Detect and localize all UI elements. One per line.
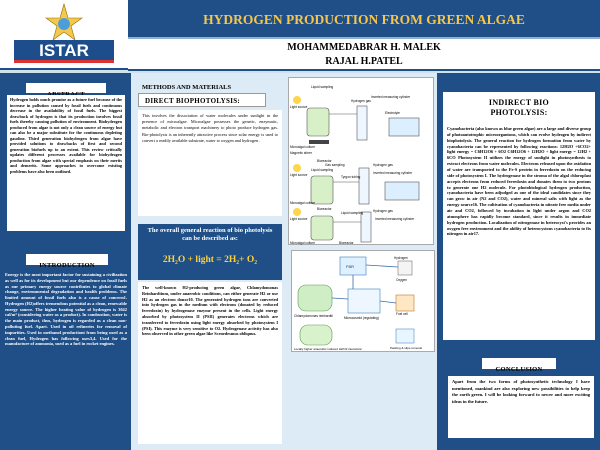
fig2-label-2: Microcosmid (regulating) xyxy=(344,316,379,320)
fig1-label-13: Inverted measuring cylinder xyxy=(373,171,413,175)
author-1: MOHAMMEDABRAR H. MALEK xyxy=(287,42,441,53)
fig1-label-18: Hydrogen gas xyxy=(373,209,393,213)
fig1-label-3: Electrolyte xyxy=(385,111,400,115)
methods-heading: METHODS AND MATERIALS xyxy=(142,84,232,91)
reaction-lead: The overall general reaction of bio photolysis can be described as: xyxy=(147,227,273,243)
fig2-label-3: Locally higher anaerobic induced H2/O2 interaction xyxy=(294,347,363,351)
introduction-heading: INTRODUCTION xyxy=(39,262,95,269)
indirect-box xyxy=(443,92,595,340)
fig2-label-7: Packing & slipe removal xyxy=(390,346,423,350)
fig1-label-11: Hydrogen gas xyxy=(373,163,393,167)
author-band xyxy=(128,39,600,71)
author-2: RAJAL H.PATEL xyxy=(325,56,403,67)
fig1-label-12: Microalgal culture xyxy=(290,201,315,205)
methods-subtitle: DIRECT BIOPHOTOLYSIS: xyxy=(145,97,241,105)
fig1-label-19: Microalgal culture xyxy=(290,241,315,245)
methods-body: This involves the dissociation of water molecules under sunlight in the presence of microalgae. Microalgae possesses the genetic, enzymatic, metabolic and electron transport machinery to photo produce hydrogen gas. Bio-photolysis is an inherently attractive process since solar energy is used to convert a readily available substrate, water to oxygen and hydrogen . xyxy=(138,110,282,216)
poster-title: HYDROGEN PRODUCTION FROM GREEN ALGAE xyxy=(203,12,525,27)
fig1-label-1: Light source xyxy=(290,105,308,109)
fig2-label-5: Fuel cell xyxy=(396,312,408,316)
fig1-label-4: Microalgal culture xyxy=(290,145,315,149)
conclusion-body: Apart from the two forms of photosynthetic technology I have mentioned, mankind are also exploring new possibilities to help keep the earth green. I will be looking forward to newer and more exciting ideas in the future. xyxy=(448,376,594,438)
fig1-label-0: Liquid sampling xyxy=(311,85,334,89)
fig2-label-0: FBR xyxy=(346,264,354,269)
fig2-label-1: Chlamydomonas reinhardtii xyxy=(294,314,333,318)
fig1-label-16: Liquid sampling xyxy=(341,211,364,215)
fig1-label-15: Bioreactor xyxy=(317,207,332,211)
fig1-label-10: Light source xyxy=(290,173,308,177)
fig1-label-7: Bioreactor xyxy=(317,159,332,163)
fig1-label-20: Inverted measuring cylinder xyxy=(375,217,415,221)
logo-text: ISTAR xyxy=(39,41,89,60)
fig1-label-14: Tyrgon tubing xyxy=(341,175,361,179)
introduction-body: Energy is the most important factor for sustaining a civilization as well as for its development but our dependence on fossil fuels as our primary energy source contributes to global climate change, environmental degradation and health problems. The limited amount of fossil fuels also is a cause of concern1. Hydrogen (H2)offers tremendous potential as a clean, renewable energy source. The higher heating value of hydrogen is 3042 cal/m³ (considering water as a product). In combustion, water is the main product, thus, hydrogen is regarded as a clean non-polluting fuel. Apart. Used in oil refineries for removal of impurities. Used in methanol productiont from being used as a clean fuel, Hydrogen has following uses3,4. Used for the manufacture of ammonia, used as a fuel in rocket engines. xyxy=(5,272,127,347)
fig1-label-17: Light source xyxy=(290,217,308,221)
fig1-label-5: Magnetic stirrer xyxy=(290,151,312,155)
fig1-label-8: Gas sampling xyxy=(325,163,345,167)
bioreactor-diagram-icon xyxy=(289,78,435,246)
fig1-label-2: Hydrogen gas xyxy=(351,99,371,103)
reaction-equation: 2H₂O + light = 2H₂+ O₂ xyxy=(162,255,258,265)
indirect-heading: INDIRECT BIO PHOTOLYSIS: xyxy=(488,98,550,117)
logo-panel xyxy=(0,0,128,70)
reaction-body: The well-known H2-producing green algae, Chlamydomonas Reinhardtium, under anaerobic conditions, can either generate H2 or use H2 as an electron donor10. The generated hydrogen ions are converted into hydrogen gas in the medium with electrons (donated by reduced ferredoxin) by hydrogenase enzyme present in the cells. Light energy absorbed by photosystem II (PSII) generates electrons which are transferred to ferredoxin using light energy absorbed by photosystem I (PSI). This enzyme is very sensitive to O2. Hydrogenase activity has also been observed in other green algae like Scenedesmus obliquus. xyxy=(138,282,282,444)
fig2-label-6: Oxygen xyxy=(396,278,407,282)
figure-1 xyxy=(288,77,434,245)
introduction-heading-box xyxy=(26,254,108,269)
abstract-heading-box xyxy=(26,83,106,93)
fig1-label-21: Bioreactor xyxy=(339,241,354,245)
fig2-label-4: Hydrogen xyxy=(394,256,408,260)
istar-logo-icon xyxy=(0,0,128,68)
reaction-box xyxy=(138,224,282,280)
indirect-body: Cyanobacteria (also known as blue green algae) are a large and diverse group of photoautotrophic microorganisms, which can evolve hydrogen by indirect biophotolysis. The general reaction for hydrogen formation from water by cyanobacteria can be represented by following reactions: 12H2O +6CO2+ light energy = C6H12O6 + 6O2 C6H12O6 + 12H2O + light energy = 12H2 + 6CO Photosystem II utilizes the energy of sunlight in photosynthesis to extract electrons from water molecules. Electrons released upon the oxidation of water are transported to the Fe-S protein in ferredoxin on the reducing side of photosystem I. The hydrogenase in the stroma of the algal chloroplast accepts electrons from reduced ferredoxin and donates them to two protons to generate one H2 molecule. For photobiological hydrogen production, cyanobacteria have been adjudged as one of the ideal candidates since they can grow in air (N2 and CO2), water and mineral salts with light as the energy source16. The cultivation of cyanobacteria in nitrate free media under air and CO2, followed by incubation in light under argon and CO2 atmosphere has rapidly become standard, since it results in immediate hydrogen production. Localization of nitrogenase in heterocyst's provides an oxygen free environment and the ability of heterocystous cyanobacteria to fix nitrogen in air17. xyxy=(447,126,591,237)
fig1-label-9: Liquid sampling xyxy=(311,168,334,172)
conclusion-heading: CONCLUSION xyxy=(495,366,543,373)
conclusion-heading-box xyxy=(482,358,556,373)
title-bar xyxy=(128,0,600,39)
methods-subtitle-box xyxy=(138,93,266,107)
figure-2 xyxy=(291,250,435,352)
abstract-body: Hydrogen holds much promise as a future fuel because of the increase in pollution caused by fossil fuels and continuous decrease in the availability of fossil fuels. The biggest drawback of hydrogen is that its production involves fossil fuels thereby causing pollution of environment. Biohydrogen produced from algae is not only a clean source of energy but can also be a major substitute for the continuous depleting gasoline. Third generation biohydrogen from algae have provided solutions to drawbacks of first and second generation biofuels up to an extent. This review critically updates different processes available for biohydrogen production from algae with special emphasis on their merits and demerits. Some approaches to overcome existing problems have also been outlined. xyxy=(7,95,125,231)
fig1-label-6: Inverted measuring cylinder xyxy=(371,95,411,99)
hydrogen-process-diagram-icon xyxy=(292,251,436,353)
